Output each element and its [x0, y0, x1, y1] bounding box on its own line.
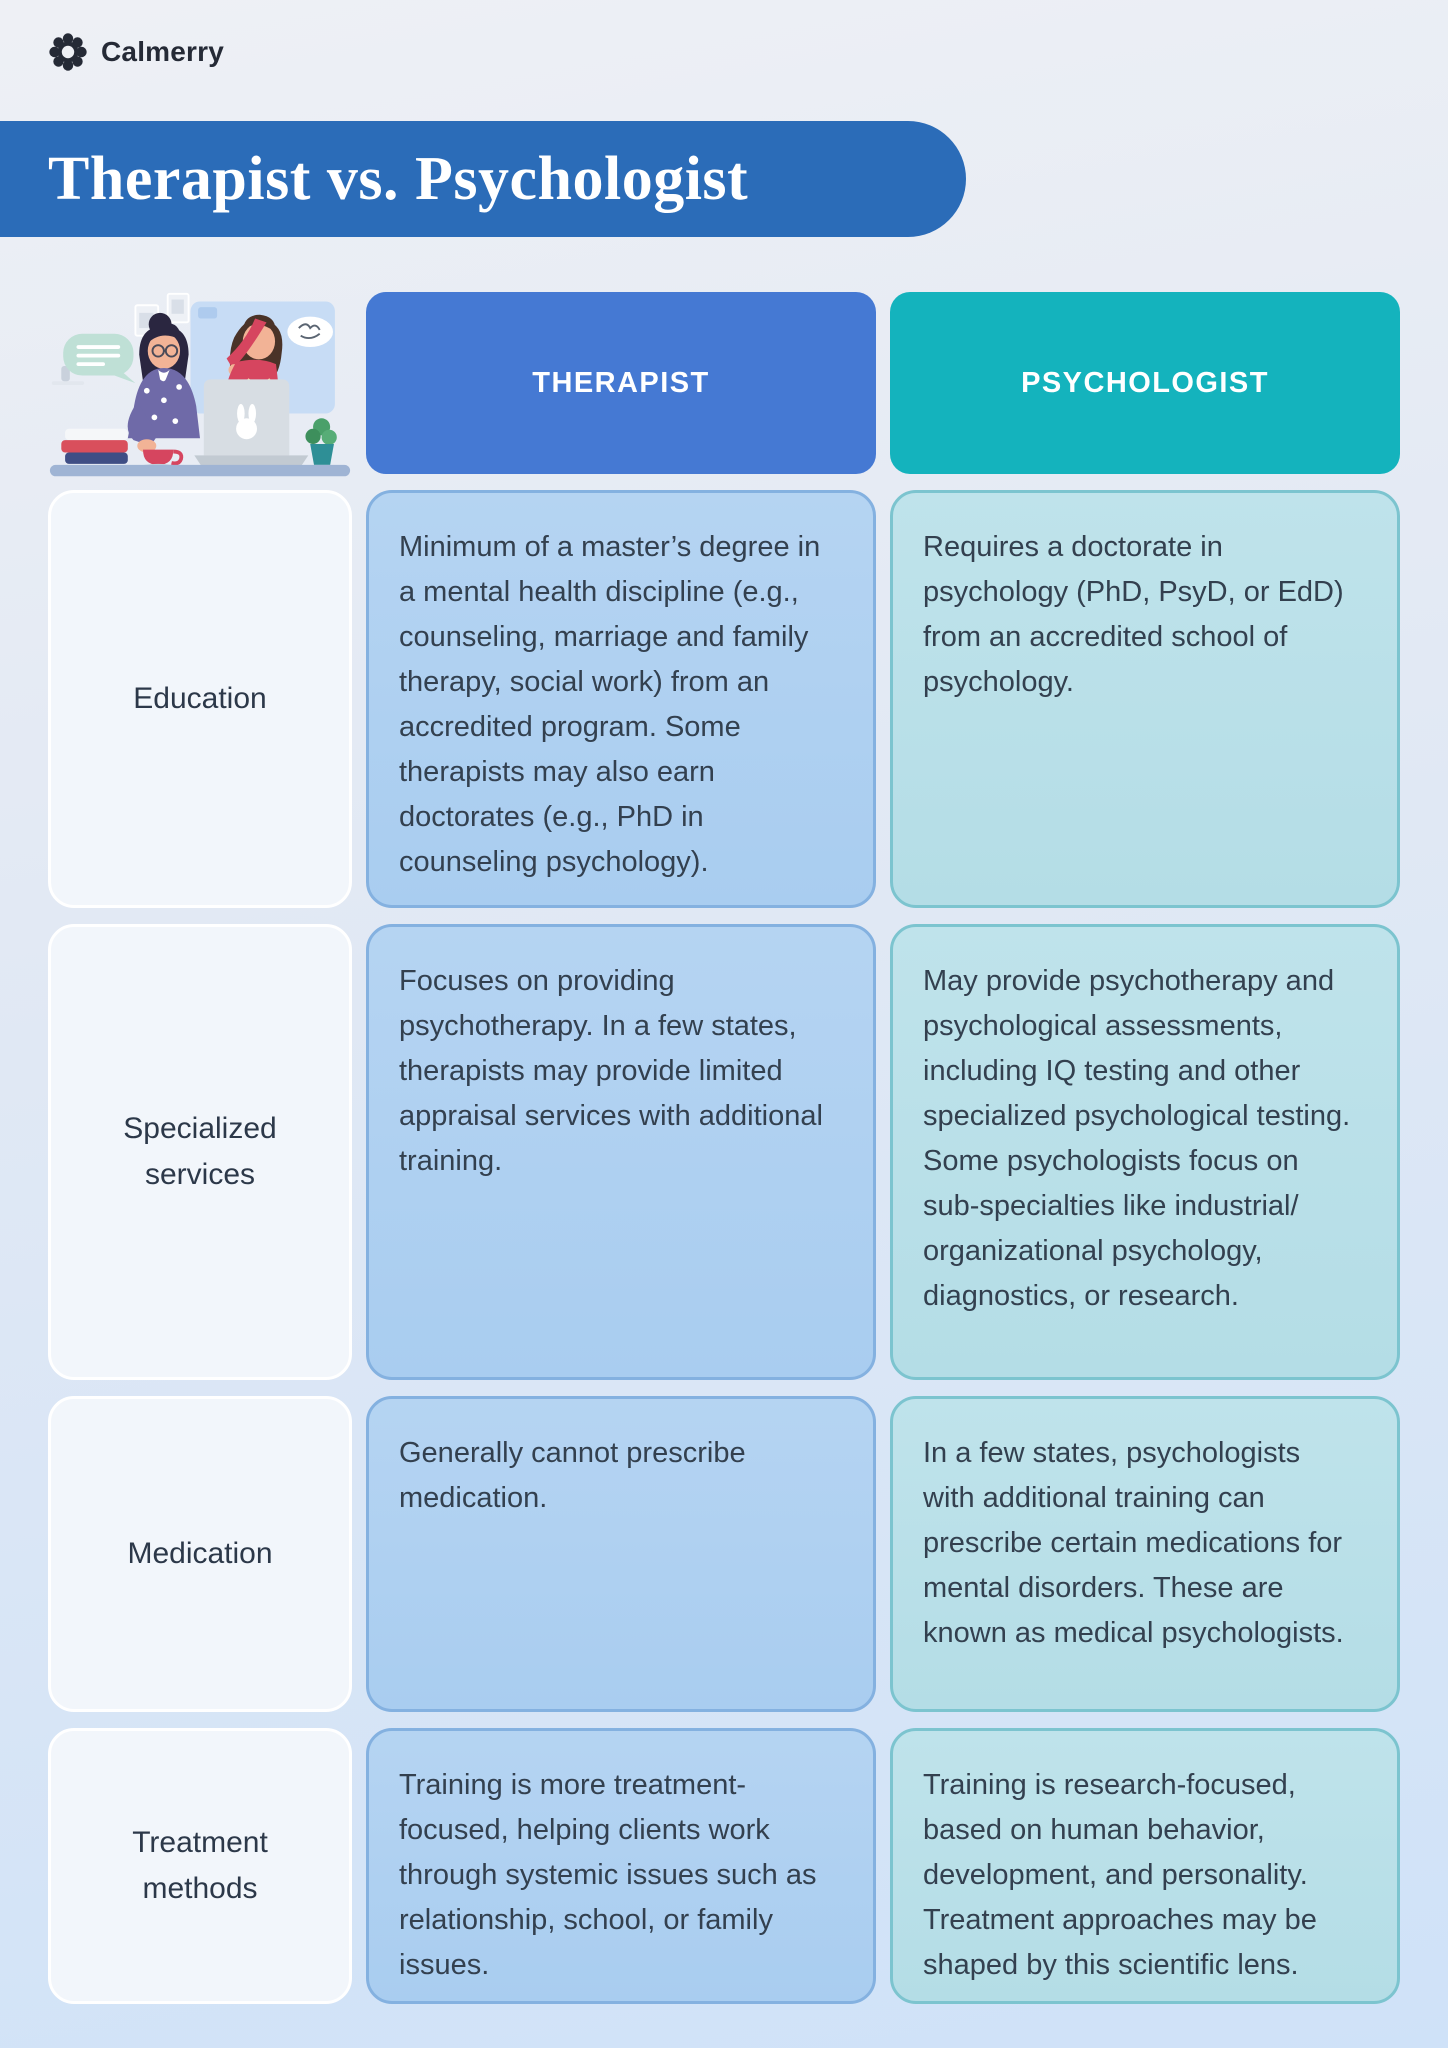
- online-therapy-video-call-illustration: [48, 292, 352, 474]
- speech-bubble: [63, 334, 135, 383]
- column-header-psychologist: PSYCHOLOGIST: [890, 292, 1400, 474]
- row-label-education: Education: [48, 490, 352, 908]
- row-label-treatment-methods: Treatment methods: [48, 1728, 352, 2004]
- specialized-services-psychologist-cell: May provide psychotherapy and psychological assessments, including IQ testing and other specialized psychological testing. Some psychologists focus on sub-specialties like industrial/ organizational psychology, diagnostics, or research.: [890, 924, 1400, 1380]
- page-title-banner: [0, 121, 966, 237]
- education-psychologist-cell: Requires a doctorate in psychology (PhD, PsyD, or EdD) from an accredited school of psychology.: [890, 490, 1400, 908]
- treatment-methods-therapist-cell: Training is more treatment-focused, helping clients work through systemic issues such as relationship, school, or family issues.: [366, 1728, 876, 2004]
- desk: [50, 465, 350, 476]
- page-title: Therapist vs. Psychologist: [48, 144, 749, 213]
- potted-plant: [305, 418, 336, 465]
- row-label-medication: Medication: [48, 1396, 352, 1712]
- comparison-table: [48, 292, 1400, 2004]
- brand-logo: [48, 32, 224, 72]
- books-stack: [61, 429, 128, 464]
- medication-therapist-cell: Generally cannot prescribe medication.: [366, 1396, 876, 1712]
- illustration-graphic: [48, 284, 352, 488]
- row-label-specialized-services: Specialized services: [48, 924, 352, 1380]
- thought-cloud: [287, 317, 333, 347]
- column-header-therapist: THERAPIST: [366, 292, 876, 474]
- medication-psychologist-cell: In a few states, psychologists with additional training can prescribe certain medications for mental disorders. These are known as medical psychologists.: [890, 1396, 1400, 1712]
- treatment-methods-psychologist-cell: Training is research-focused, based on human behavior, development, and personality. Treatment approaches may be shaped by this scientific lens.: [890, 1728, 1400, 2004]
- flower-rosette-icon: [48, 32, 88, 72]
- education-therapist-cell: Minimum of a master’s degree in a mental health discipline (e.g., counseling, marriage and family therapy, social work) from an accredited program. Some therapists may also earn doctorates (e.g., PhD in counseling psychology).: [366, 490, 876, 908]
- specialized-services-therapist-cell: Focuses on providing psychotherapy. In a few states, therapists may provide limited appraisal services with additional training.: [366, 924, 876, 1380]
- brand-name: Calmerry: [101, 36, 225, 67]
